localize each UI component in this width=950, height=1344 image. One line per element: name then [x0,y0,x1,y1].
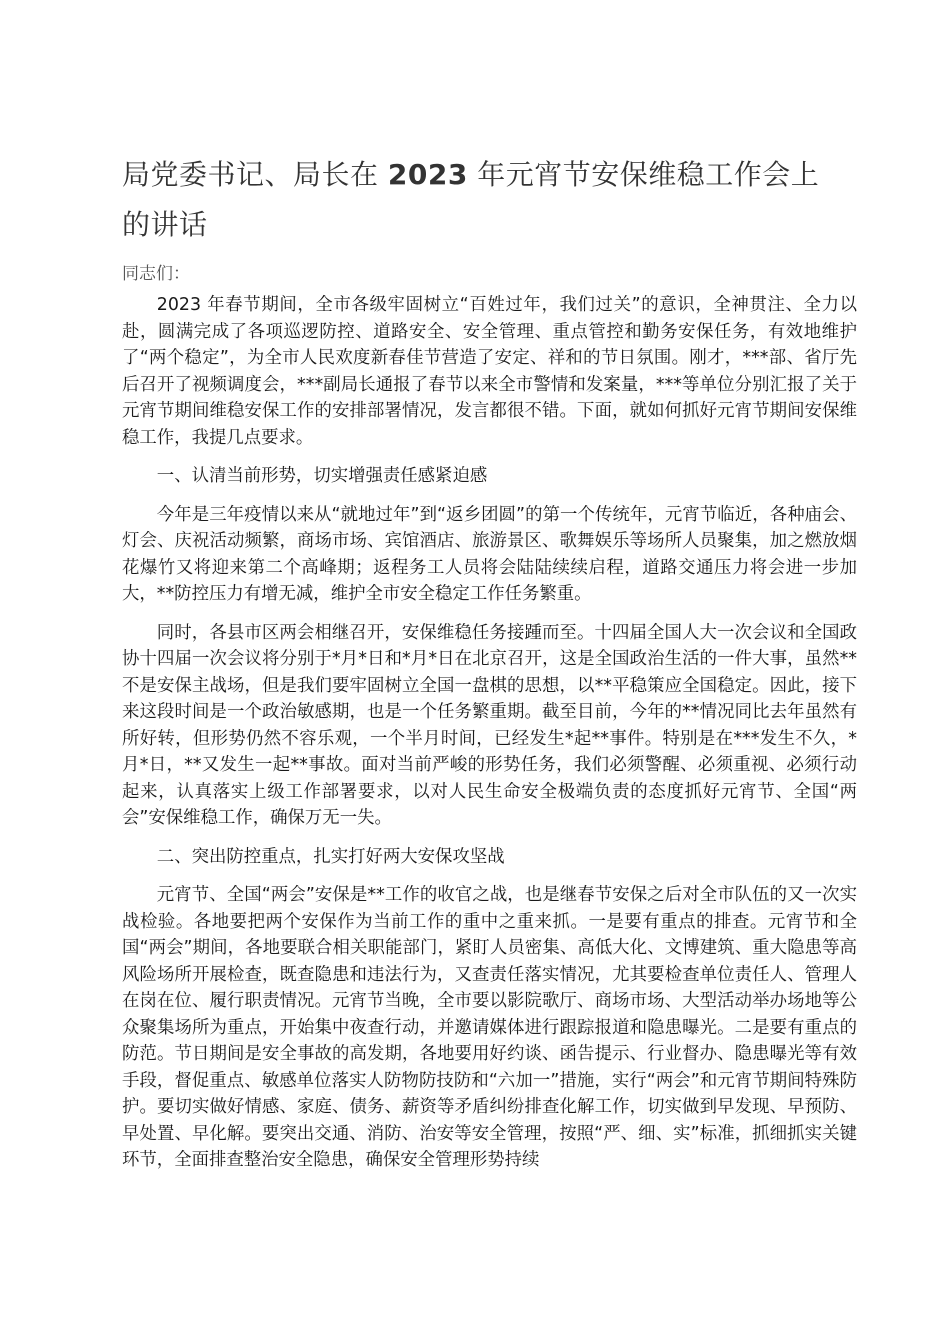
document-title [122,150,842,250]
section-heading-1: 一、认清当前形势，切实增强责任感紧迫感 [156,466,488,486]
salutation: 同志们： [122,264,190,284]
title-suffix: 年元宵节安保维稳工作会上的讲话 [122,158,820,241]
document-body [122,292,857,1186]
paragraph-situation: 今年是三年疫情以来从“就地过年”到“返乡团圆”的第一个传统年，元宵节临近，各种庙会、灯会、庆祝活动频繁，商场市场、宾馆酒店、旅游景区、歌舞娱乐等场所人员聚集，加之燃放烟花爆竹又将迎来第二个高峰期；返程务工人员将会陆陆续续启程，道路交通压力将会进一步加大，**防控压力有增无减，维护全市安全稳定工作任务繁重。 [122,504,857,604]
title-year: 2023 [387,158,468,191]
section-heading-2: 二、突出防控重点，扎实打好两大安保攻坚战 [156,846,505,867]
paragraph-key-points: 元宵节、全国“两会”安保是**工作的收官之战，也是继春节安保之后对全市队伍的又一次实战检验。各地要把两个安保作为当前工作的重中之重来抓。一是要有重点的排查。元宵节和全国“两会”期间，各地要联合相关职能部门，紧盯人员密集、高低大化、文博建筑、重大隐患等高风险场所开展检查，既查隐患和违法行为，又查责任落实情况，尤其要检查单位责任人、管理人在岗在位、履行职责情况。元宵节当晚，全市要以影院歌厅、商场市场、大型活动举办场地等公众聚集场所为重点，开始集中夜查行动，并邀请媒体进行跟踪报道和隐患曝光。二是要有重点的防范。节日期间是安全事故的高发期，各地要用好约谈、函告提示、行业督办、隐患曝光等有效手段，督促重点、敏感单位落实人防物防技防和“六加一”措施，实行“两会”和元宵节期间特殊防护。要切实做好情感、家庭、债务、薪资等矛盾纠纷排查化解工作，切实做到早发现、早预防、早处置、早化解。要突出交通、消防、治安等安全管理，按照“严、细、实”标准，抓细抓实关键环节，全面排查整治安全隐患，确保安全管理形势持续 [122,885,857,1170]
paragraph-intro: 2023 年春节期间，全市各级牢固树立“百姓过年，我们过关”的意识，全神贯注、全力以赴，圆满完成了各项巡逻防控、道路安全、安全管理、重点管控和勤务安保任务，有效地维护了“两个稳定”，为全市人民欢度新春佳节营造了安定、祥和的节日氛围。刚才，***部、省厅先后召开了视频调度会，***副局长通报了春节以来全市警情和发案量，***等单位分别汇报了关于元宵节期间维稳安保工作的安排部署情况，发言都很不错。下面，就如何抓好元宵节期间安保维稳工作，我提几点要求。 [122,295,857,448]
title-prefix: 局党委书记、局长在 [122,158,388,191]
paragraph-two-sessions: 同时，各县市区两会相继召开，安保维稳任务接踵而至。十四届全国人大一次会议和全国政协十四届一次会议将分别于*月*日和*月*日在北京召开，这是全国政治生活的一件大事，虽然**不是安保主战场，但是我们要牢固树立全国一盘棋的思想，以**平稳策应全国稳定。因此，接下来这段时间是一个政治敏感期，也是一个任务繁重期。截至目前，今年的**情况同比去年虽然有所好转，但形势仍然不容乐观，一个半月时间，已经发生*起**事件。特别是在***发生不久，*月*日，**又发生一起**事故。面对当前严峻的形势任务，我们必须警醒、必须重视、必须行动起来，认真落实上级工作部署要求，以对人民生命安全极端负责的态度抓好元宵节、全国“两会”安保维稳工作，确保万无一失。 [122,622,857,828]
